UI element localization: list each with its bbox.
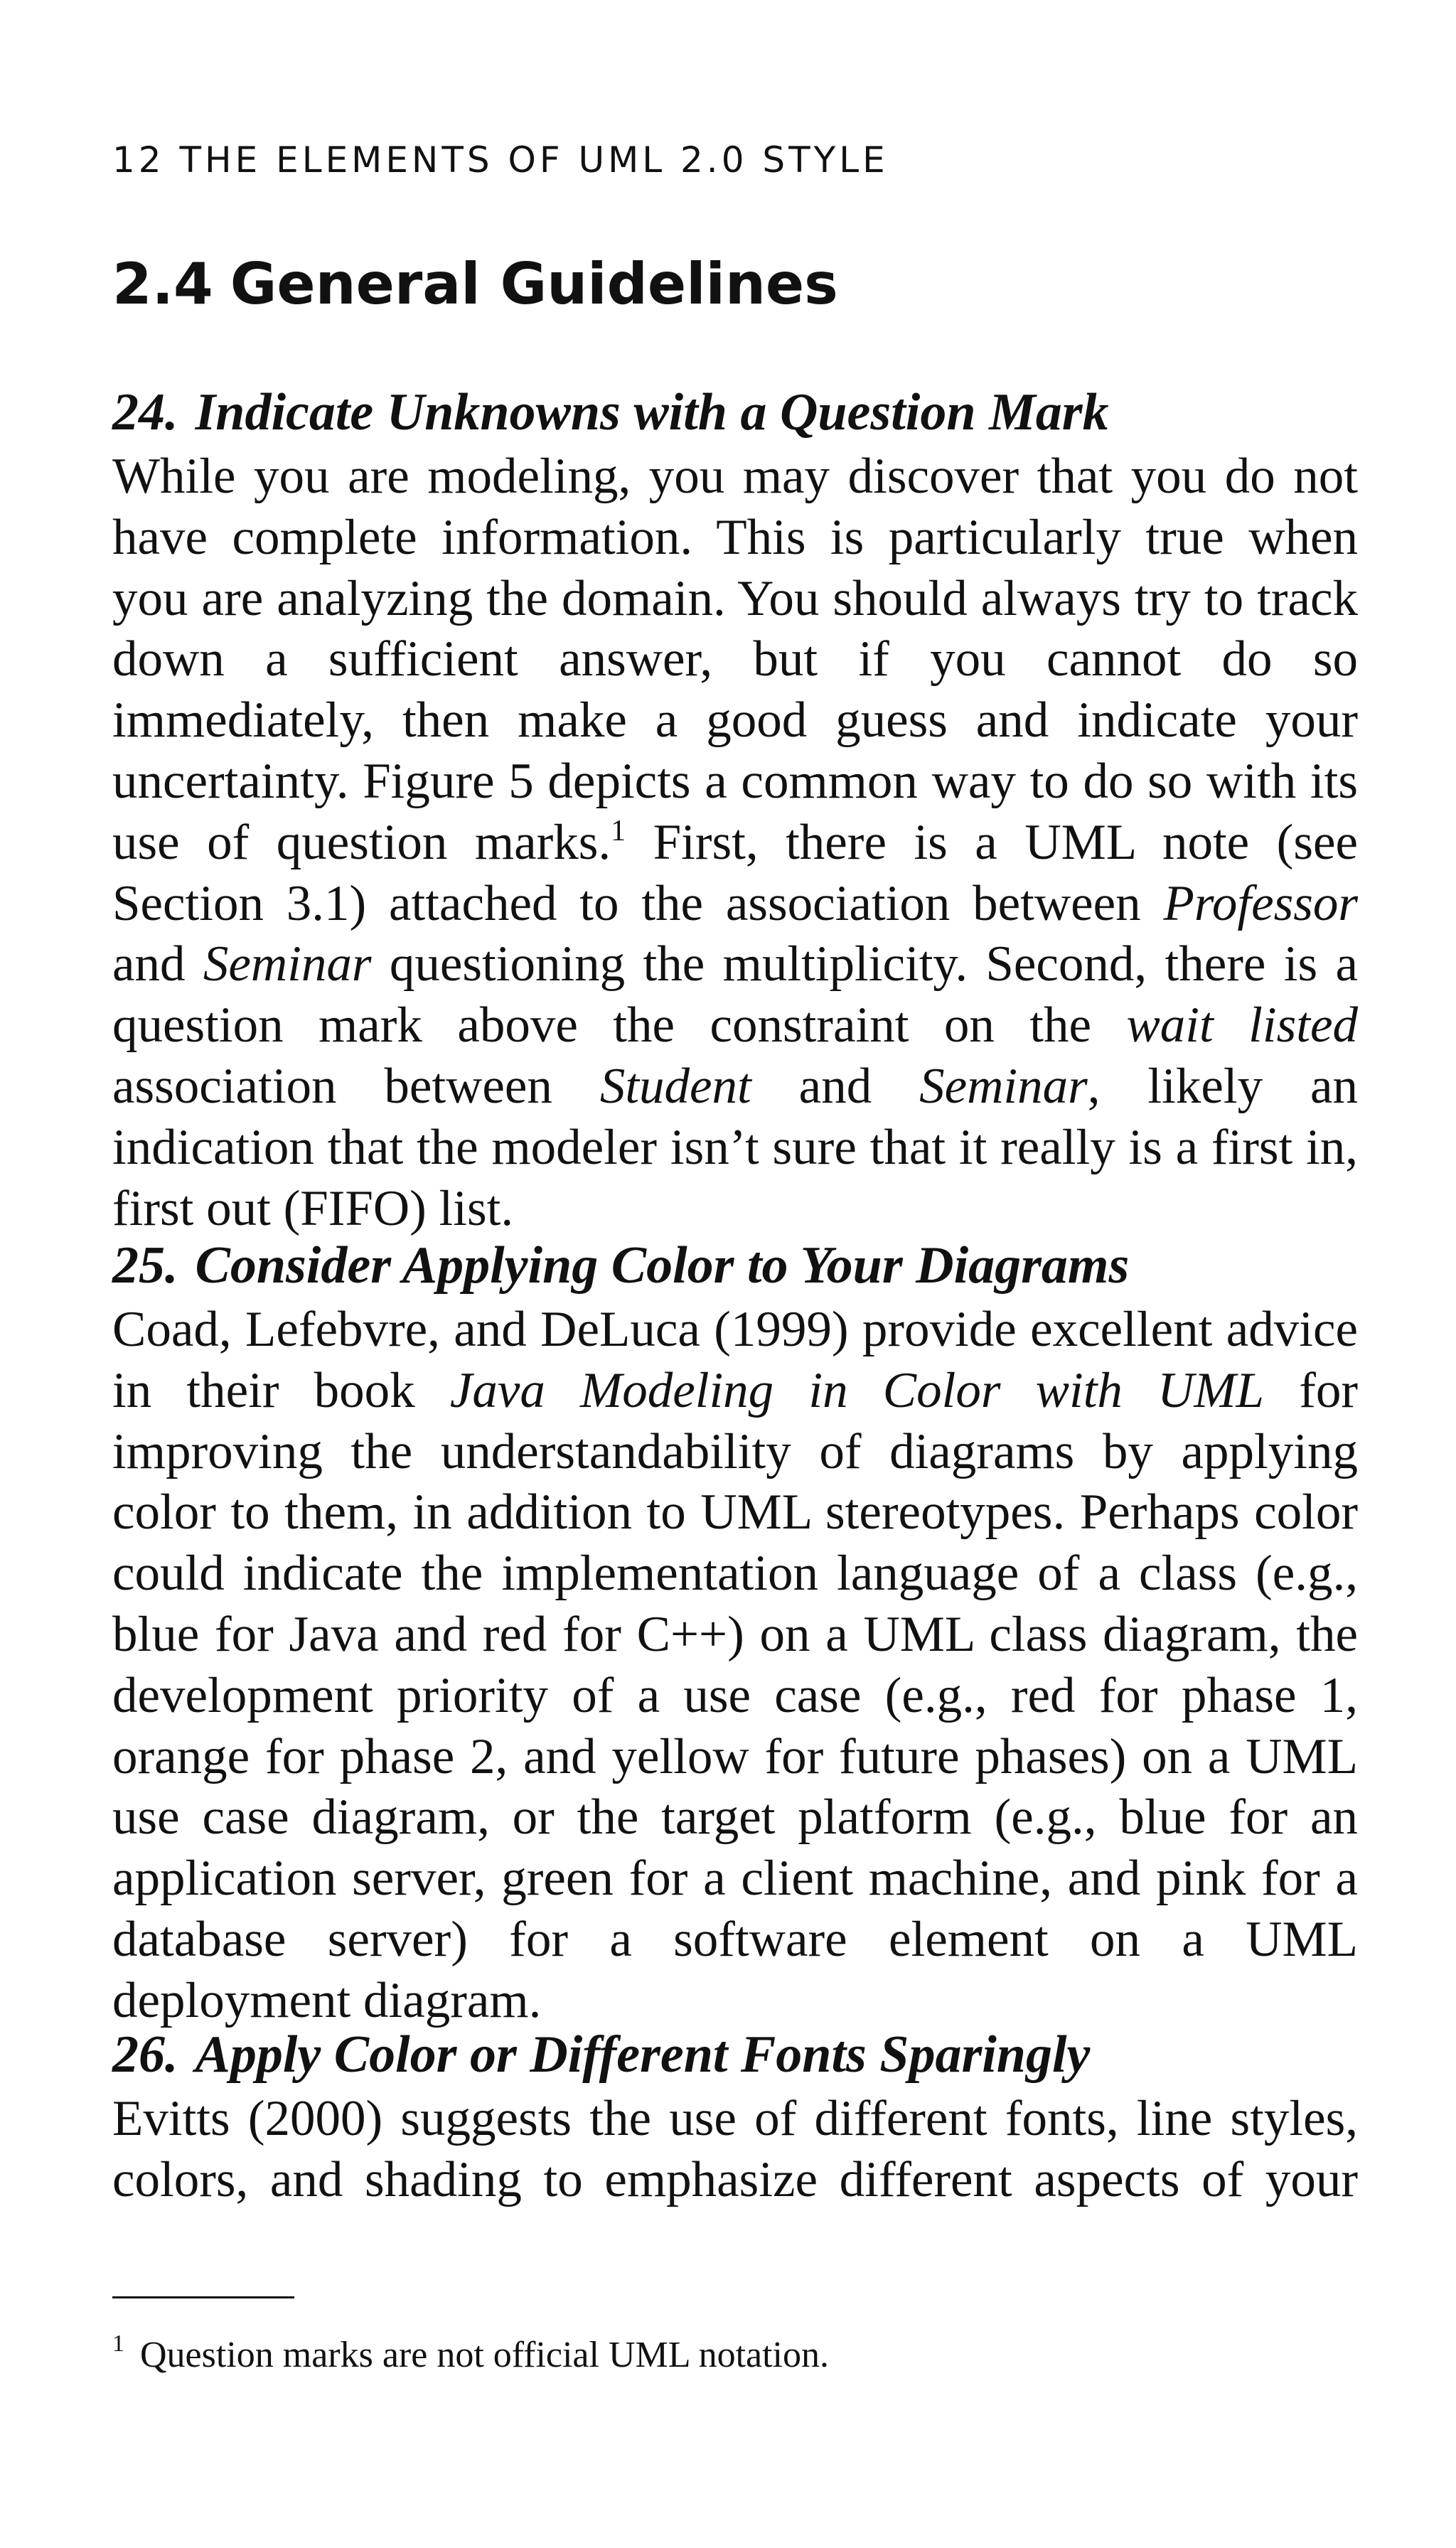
guideline-title: Consider Applying Color to Your Diagrams (195, 1236, 1130, 1295)
italic-term: Professor (1163, 875, 1358, 931)
guideline-body (112, 2089, 1358, 2211)
body-text: association between (112, 1058, 600, 1114)
guideline-24 (112, 378, 1358, 1239)
footnote-divider (112, 2296, 294, 2298)
guideline-heading (112, 2020, 1358, 2089)
body-text: for improving the understandability of diagrams by applying color to them, in addition to UML stereotypes. Perhaps color could indicate the implementation language of a class (e.g., blue for Java and red for C++) on a UML class diagram, the development priority of a use case (e.g., red for phase 1, orange for phase 2, and yellow for future phases) on a UML use case diagram, or the target platform (e.g., blue for an application server, green for a client machine, and pink for a database server) for a software element on a UML deployment diagram. (112, 1362, 1358, 2028)
section-number: 2.4 (112, 251, 213, 317)
book-title: Java Modeling in Color with UML (449, 1362, 1265, 1418)
body-text: and (751, 1058, 920, 1114)
body-text: questioning the multiplicity. Second, there is a question mark above the constraint on the (112, 936, 1358, 1054)
book-page (112, 0, 1358, 2548)
body-text: and (112, 936, 203, 992)
section-title (112, 251, 838, 317)
footnote-text: Question marks are not official UML notation. (140, 2335, 830, 2375)
guideline-25 (112, 1231, 1358, 2032)
guideline-number: 26. (112, 2025, 178, 2084)
guideline-heading (112, 378, 1358, 446)
guideline-title: Apply Color or Different Fonts Sparingly (195, 2025, 1091, 2084)
body-text: Evitts (2000) suggests the use of different fonts, line styles, colors, and shading to emphasize different aspects of your (112, 2091, 1358, 2207)
footnote-reference: 1 (611, 814, 626, 847)
italic-term: Student (599, 1058, 751, 1114)
guideline-body (112, 1300, 1358, 2032)
guideline-body (112, 446, 1358, 1239)
body-text: First, there is a UML note (see Section 3.1) attached to the association between (112, 814, 1358, 931)
section-title-text: General Guidelines (230, 251, 838, 317)
italic-term: Seminar (919, 1058, 1088, 1114)
body-text: Coad, Lefebvre, and DeLuca (1999) provide excellent advice in their book (112, 1302, 1358, 1418)
guideline-title: Indicate Unknowns with a Question Mark (195, 383, 1109, 441)
guideline-number: 24. (112, 383, 178, 441)
footnote-marker: 1 (112, 2330, 124, 2357)
footnote (112, 2330, 830, 2377)
italic-term: Seminar (203, 936, 372, 992)
italic-term: wait listed (1126, 997, 1358, 1054)
running-head: 12 THE ELEMENTS OF UML 2.0 STYLE (112, 139, 889, 181)
guideline-number: 25. (112, 1236, 178, 1295)
body-text: While you are modeling, you may discover that you do not have complete information. This is particularly true when you are analyzing the domain. You should always try to track down a sufficient answer, but if you cannot do so immediately, then make a good guess and indicate your uncertainty. Figure 5 depicts a common way to do so with its use of question marks. (112, 449, 1358, 870)
body-text: , likely an indication that the modeler isn’t sure that it really is a first in, first out (FIFO) list. (112, 1058, 1358, 1236)
guideline-heading (112, 1231, 1358, 1300)
guideline-26 (112, 2020, 1358, 2211)
